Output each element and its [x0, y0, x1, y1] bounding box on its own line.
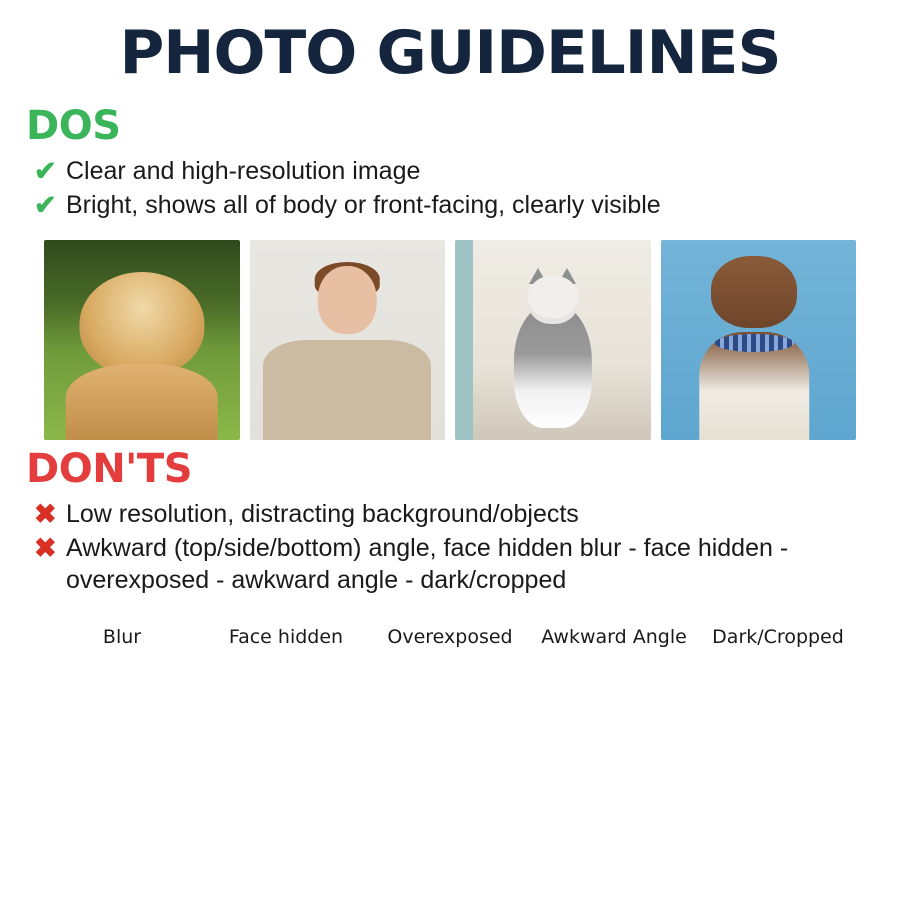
donts-photo-caption: Blur	[102, 626, 142, 649]
dos-photo-dog-blue-backdrop	[661, 240, 857, 440]
donts-photo-dark-cropped	[700, 612, 856, 648]
donts-photo-face-hidden	[208, 612, 364, 648]
dos-bullet-list	[0, 155, 900, 222]
donts-bullet-list	[0, 498, 900, 596]
donts-photo-blur	[44, 612, 200, 648]
dos-photo-strip	[0, 240, 900, 440]
dos-photo-golden-retriever	[44, 240, 240, 440]
dos-bullet-item	[34, 155, 900, 187]
donts-photo-overexposed	[372, 612, 528, 648]
donts-photo-caption: Dark/Cropped	[712, 626, 844, 649]
dos-bullet-text: Bright, shows all of body or front-facing, clearly visible	[66, 191, 661, 220]
page-title: PHOTO GUIDELINES	[119, 18, 781, 88]
donts-photo-caption: Awkward Angle	[541, 626, 687, 649]
donts-photo-awkward-angle	[536, 612, 692, 648]
donts-bullet-item	[34, 532, 900, 596]
dos-section-heading: DOS	[26, 103, 121, 149]
donts-section-heading: DON'TS	[26, 445, 193, 492]
donts-photo-strip	[0, 612, 900, 648]
donts-bullet-item	[34, 498, 900, 530]
donts-bullet-text: Awkward (top/side/bottom) angle, face hidden blur - face hidden - overexposed - awkward angle - dark/cropped	[66, 534, 789, 595]
photo-guidelines-page	[0, 18, 900, 922]
dos-bullet-item	[34, 189, 900, 221]
donts-photo-caption: Face hidden	[228, 626, 344, 649]
donts-photo-caption: Overexposed	[387, 626, 513, 649]
dos-photo-cat-sitting	[455, 240, 651, 440]
check-icon: ✔	[34, 190, 57, 221]
dos-bullet-text: Clear and high-resolution image	[66, 157, 421, 185]
cross-icon: ✖	[34, 533, 57, 564]
donts-bullet-text: Low resolution, distracting background/objects	[66, 499, 579, 528]
cross-icon: ✖	[34, 498, 57, 529]
check-icon: ✔	[34, 156, 57, 186]
dos-photo-young-man	[250, 240, 446, 440]
